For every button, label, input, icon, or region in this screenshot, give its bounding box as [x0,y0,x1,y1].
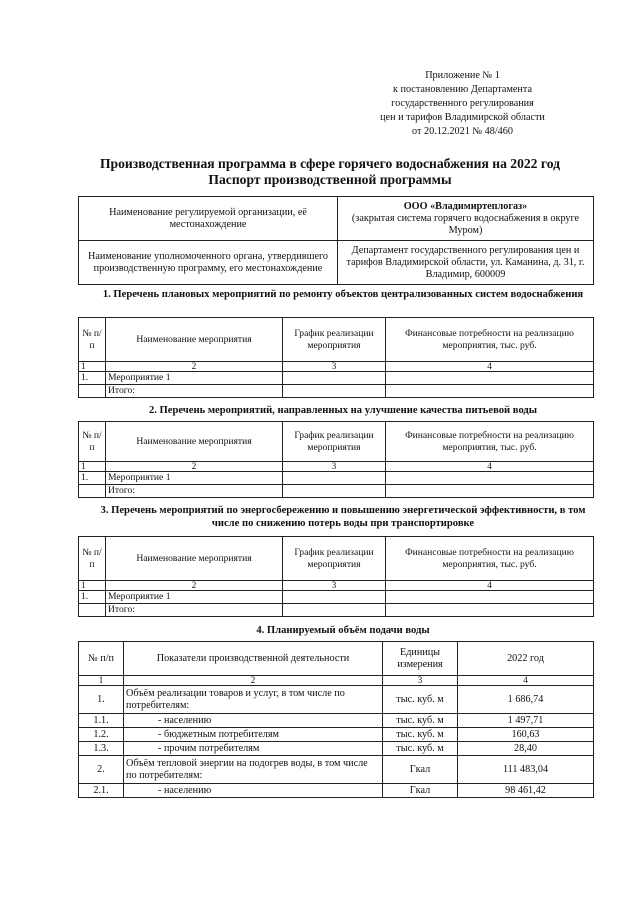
section-4-title: 4. Планируемый объём подачи воды [256,625,430,636]
table-row [79,591,594,604]
header-name: Наименование мероприятия [106,422,283,462]
row-schedule [283,591,386,604]
table-header-row [79,318,594,362]
col-num: 1 [79,362,106,372]
header-finance: Финансовые потребности на реализацию мероприятия, тыс. руб. [386,422,594,462]
table-row [79,742,594,756]
row-name: Мероприятие 1 [106,372,283,385]
row-num: 1. [79,372,106,385]
row-finance [386,485,594,498]
row-schedule [283,372,386,385]
row-finance [386,604,594,617]
passport-value: Департамент государственного регулирования цен и тарифов Владимирской области, ул. Каманина, д. 31, г. Владимир, 600009 [338,241,594,285]
col-num: 4 [386,462,594,472]
row-unit: Гкал [383,784,458,798]
row-num [79,385,106,398]
column-number-row [79,581,594,591]
passport-row [79,197,594,241]
header-num: № п/п [79,422,106,462]
total-row [79,604,594,617]
col-num: 4 [386,362,594,372]
annex-line: государственного регулирования [391,98,534,109]
table-header-row [79,537,594,581]
passport-label: Наименование регулируемой организации, её местонахождение [79,197,338,241]
row-unit: тыс. куб. м [383,728,458,742]
header-num: № п/п [79,537,106,581]
header-num: № п/п [79,318,106,362]
col-num: 2 [106,362,283,372]
passport-row [79,241,594,285]
row-name: Мероприятие 1 [106,591,283,604]
passport-table [78,196,594,285]
table-row [79,784,594,798]
table-row [79,728,594,742]
row-num: 1. [79,472,106,485]
section-2-table [78,421,594,498]
document-title [60,156,600,188]
header-finance: Финансовые потребности на реализацию мероприятия, тыс. руб. [386,318,594,362]
col-num: 1 [79,581,106,591]
col-num: 1 [79,676,124,686]
row-value: 1 686,74 [458,686,594,714]
header-finance: Финансовые потребности на реализацию мероприятия, тыс. руб. [386,537,594,581]
row-schedule [283,604,386,617]
row-num: 2. [79,756,124,784]
header-schedule: График реализации мероприятия [283,537,386,581]
col-num: 2 [106,581,283,591]
total-row [79,485,594,498]
row-num: 1. [79,591,106,604]
section-1-table [78,317,594,398]
column-number-row [79,676,594,686]
annex-line: к постановлению Департамента [393,84,532,95]
passport-title: Паспорт производственной программы [208,172,452,187]
header-name: Наименование мероприятия [106,537,283,581]
header-indicator: Показатели производственной деятельности [124,642,383,676]
row-indicator: - прочим потребителям [124,742,383,756]
col-num: 3 [383,676,458,686]
row-finance [386,472,594,485]
col-num: 4 [458,676,594,686]
row-num: 1.1. [79,714,124,728]
row-value: 1 497,71 [458,714,594,728]
table-row [79,372,594,385]
table-header-row [79,422,594,462]
table-row [79,714,594,728]
organization-detail: (закрытая система горячего водоснабжения в округе Муром) [351,212,580,236]
col-num: 4 [386,581,594,591]
column-number-row [79,462,594,472]
col-num: 3 [283,581,386,591]
total-label: Итого: [106,385,283,398]
col-num: 2 [124,676,383,686]
row-finance [386,372,594,385]
row-indicator: - населению [124,784,383,798]
row-num [79,604,106,617]
row-num: 1. [79,686,124,714]
section-3-table [78,536,594,617]
header-unit: Единицы измерения [383,642,458,676]
col-num: 3 [283,462,386,472]
header-year: 2022 год [458,642,594,676]
passport-value [338,197,594,241]
annex-line: Приложение № 1 [425,70,500,81]
column-number-row [79,362,594,372]
header-schedule: График реализации мероприятия [283,318,386,362]
row-indicator: Объём тепловой энергии на подогрев воды, в том числе по потребителям: [124,756,383,784]
section-1-title: 1. Перечень плановых мероприятий по ремонту объектов централизованных систем водоснабжения [102,289,584,300]
col-num: 2 [106,462,283,472]
table-row [79,472,594,485]
row-value: 111 483,04 [458,756,594,784]
row-value: 98 461,42 [458,784,594,798]
passport-label: Наименование уполномоченного органа, утвердившего производственную программу, его местонахождение [79,241,338,285]
col-num: 3 [283,362,386,372]
row-value: 160,63 [458,728,594,742]
annex-line: от 20.12.2021 № 48/460 [412,126,513,137]
title-line: Производственная программа в сфере горячего водоснабжения на 2022 год [99,156,560,171]
row-num: 2.1. [79,784,124,798]
section-3-title: 3. Перечень мероприятий по энергосбережению и повышению энергетической эффективности, в том числе по снижению потерь воды при транспортировке [100,505,586,529]
row-schedule [283,485,386,498]
row-schedule [283,472,386,485]
row-indicator: - бюджетным потребителям [124,728,383,742]
volume-table [78,641,594,798]
row-schedule [283,385,386,398]
table-header-row [79,642,594,676]
row-value: 28,40 [458,742,594,756]
row-finance [386,385,594,398]
table-row [79,756,594,784]
annex-header [340,69,585,139]
row-name: Мероприятие 1 [106,472,283,485]
total-label: Итого: [106,485,283,498]
row-indicator: - населению [124,714,383,728]
header-schedule: График реализации мероприятия [283,422,386,462]
row-num: 1.2. [79,728,124,742]
annex-line: цен и тарифов Владимирской области [380,112,545,123]
table-row [79,686,594,714]
row-indicator: Объём реализации товаров и услуг, в том числе по потребителям: [124,686,383,714]
organization-name: ООО «Владимиртеплогаз» [403,200,528,212]
row-unit: тыс. куб. м [383,714,458,728]
row-unit: Гкал [383,756,458,784]
row-num: 1.3. [79,742,124,756]
row-num [79,485,106,498]
total-row [79,385,594,398]
total-label: Итого: [106,604,283,617]
section-2-title: 2. Перечень мероприятий, направленных на улучшение качества питьевой воды [148,405,538,416]
header-name: Наименование мероприятия [106,318,283,362]
col-num: 1 [79,462,106,472]
row-unit: тыс. куб. м [383,742,458,756]
header-num: № п/п [79,642,124,676]
row-finance [386,591,594,604]
row-unit: тыс. куб. м [383,686,458,714]
